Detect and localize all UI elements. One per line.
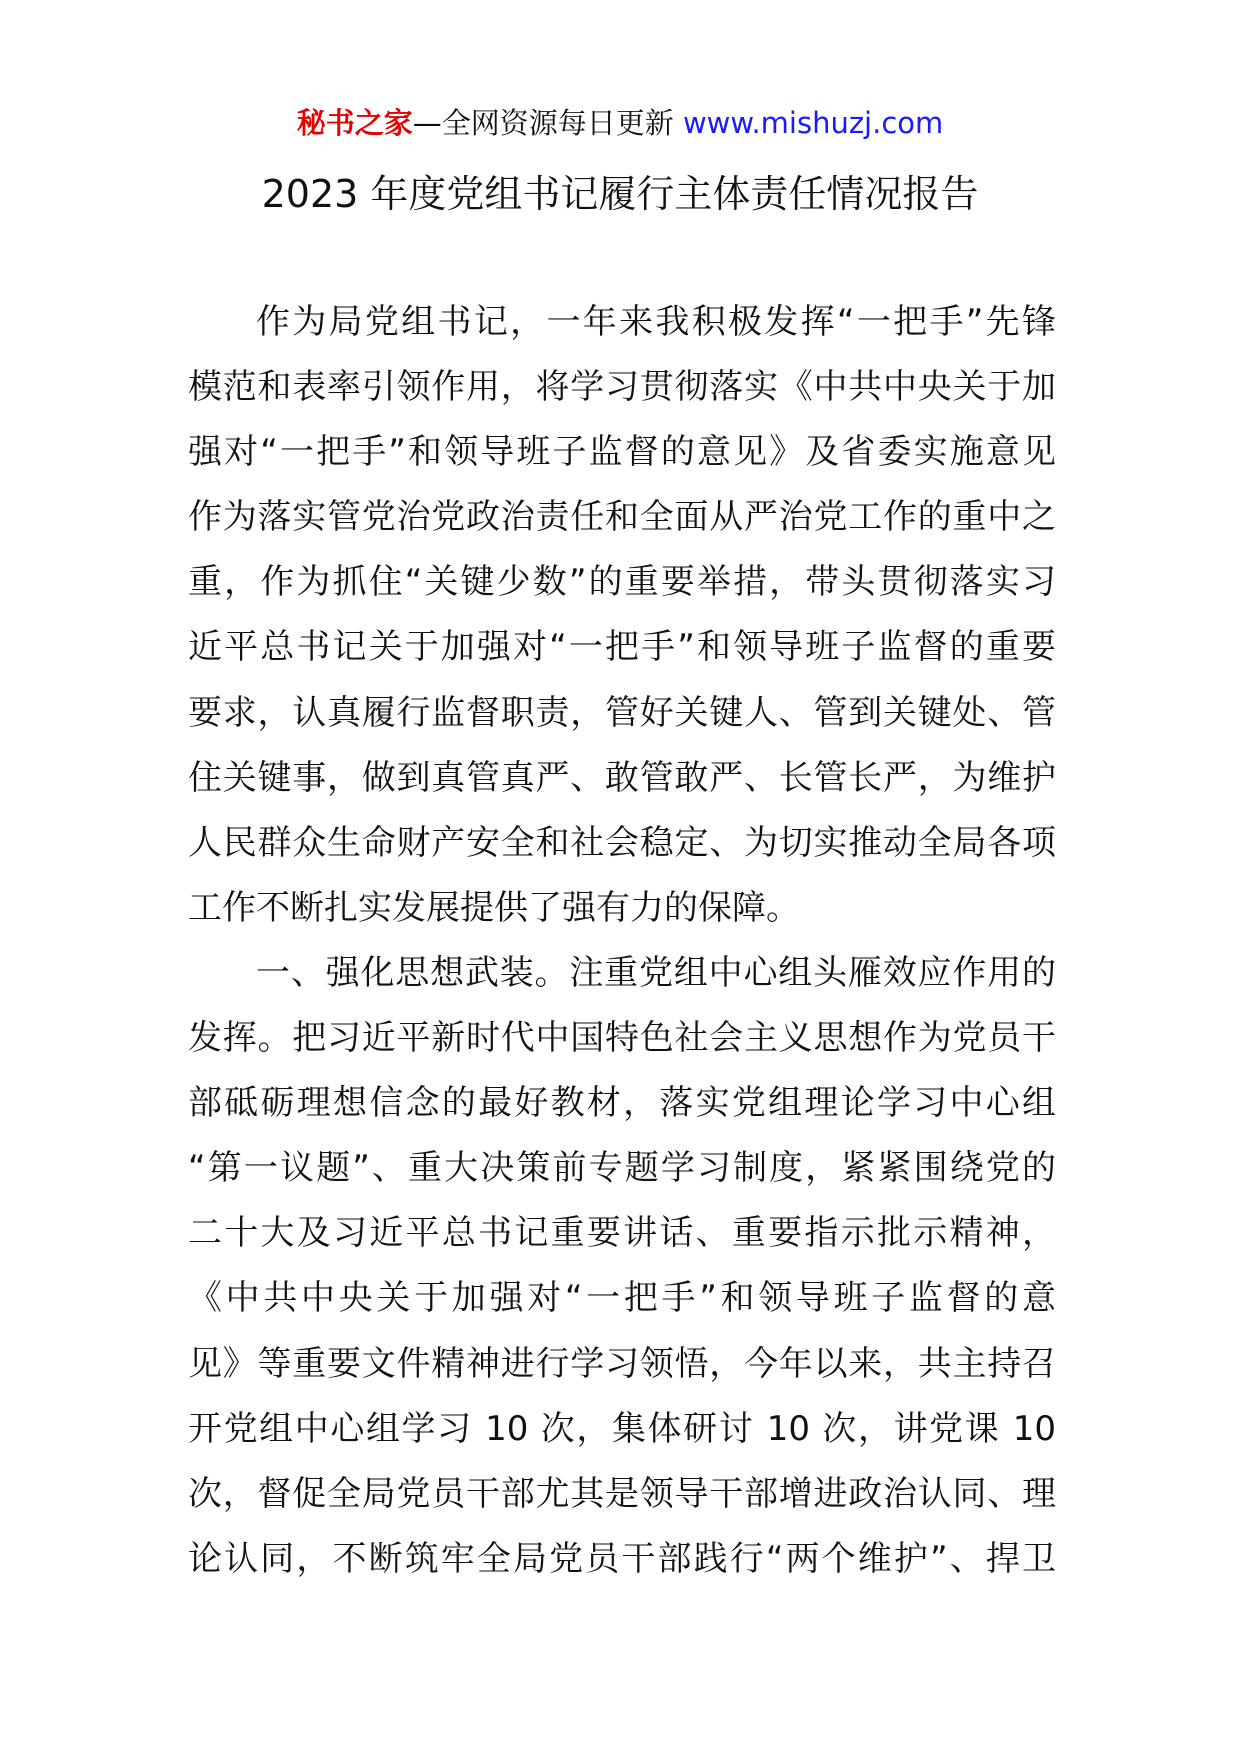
paragraph-1-line-1: 作为局党组书记，一年来我积极发挥“一把手”先锋: [256, 302, 1056, 342]
paragraph-1-line-4: 作为落实管党治党政治责任和全面从严治党工作的重中之: [188, 497, 1056, 538]
paragraph-1-line-10: 工作不断扎实发展提供了强有力的保障。: [188, 887, 800, 928]
paragraph-2-line-10: 论认同，不断筑牢全局党员干部践行“两个维护”、捍卫: [188, 1538, 1056, 1579]
paragraph-2-line-5: 二十大及习近平总书记重要讲话、重要指示批示精神，: [188, 1213, 1056, 1254]
paragraph-2-line-2: 发挥。把习近平新时代中国特色社会主义思想作为党员干: [188, 1018, 1056, 1059]
paragraph-2-line-9: 次，督促全局党员干部尤其是领导干部增进政治认同、理: [188, 1473, 1056, 1514]
paragraph-1-line-6: 近平总书记关于加强对“一把手”和领导班子监督的重要: [188, 627, 1056, 668]
document-title: 2023 年度党组书记履行主体责任情况报告: [261, 172, 979, 216]
paragraph-1-line-8: 住关键事，做到真管真严、敢管敢严、长管长严，为维护: [188, 757, 1056, 798]
paragraph-1-line-3: 强对“一把手”和领导班子监督的意见》及省委实施意见: [188, 432, 1056, 473]
site-url-link[interactable]: www.mishuzj.com: [682, 106, 944, 140]
paragraph-1-line-5: 重，作为抓住“关键少数”的重要举措，带头贯彻落实习: [188, 562, 1056, 603]
paragraph-2-line-1: 一、强化思想武装。注重党组中心组头雁效应作用的: [256, 952, 1056, 993]
document-body: [188, 290, 1056, 1592]
paragraph-2-line-4: “第一议题”、重大决策前专题学习制度，紧紧围绕党的: [188, 1148, 1056, 1189]
paragraph-1-line-9: 人民群众生命财产安全和社会稳定、为切实推动全局各项: [188, 822, 1056, 863]
paragraph-2-line-3: 部砥砺理想信念的最好教材，落实党组理论学习中心组: [188, 1083, 1056, 1124]
paragraph-2-line-8: 开党组中心组学习 10 次，集体研讨 10 次，讲党课 10: [188, 1408, 1056, 1449]
brand-name: 秘书之家: [296, 106, 413, 140]
header-tagline: —全网资源每日更新: [412, 106, 683, 140]
site-header: [0, 98, 1240, 148]
paragraph-2-line-6: 《中共中央关于加强对“一把手”和领导班子监督的意: [188, 1278, 1056, 1319]
paragraph-1-line-7: 要求，认真履行监督职责，管好关键人、管到关键处、管: [188, 692, 1056, 733]
paragraph-2-line-7: 见》等重要文件精神进行学习领悟，今年以来，共主持召: [188, 1343, 1056, 1384]
paragraph-1-line-2: 模范和表率引领作用，将学习贯彻落实《中共中央关于加: [188, 367, 1056, 408]
